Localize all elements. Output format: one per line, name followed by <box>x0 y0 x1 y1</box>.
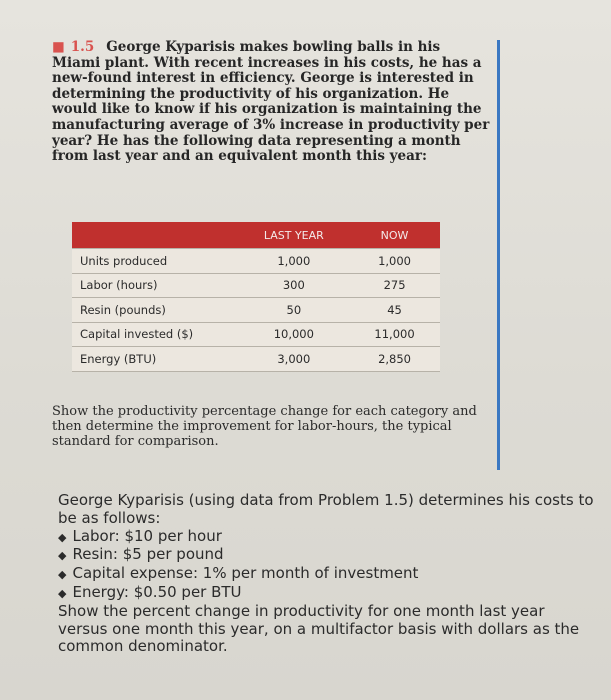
diamond-bullet-icon: ◆ <box>58 530 67 544</box>
table-row <box>72 298 440 323</box>
data-table <box>72 222 440 372</box>
row-label: Resin (pounds) <box>72 298 248 323</box>
diamond-bullet-icon: ◆ <box>58 549 67 563</box>
row-label: Labor (hours) <box>72 273 248 298</box>
problem-text: George Kyparisis makes bowling balls in his Miami plant. With recent increases in his costs, he has a new-found interest in efficiency. George is interested in determining the productivity of his organization. He would like to know if his organization is maintaining the manufacturing average of 3% increase in productivity per year? He has the following data representing a month from last year and an equivalent month this year: <box>52 39 490 165</box>
problem-number: 1.5 <box>70 39 95 55</box>
followup-problem <box>58 492 598 656</box>
cost-item <box>58 584 598 603</box>
row-last-year: 10,000 <box>248 322 339 347</box>
row-label: Energy (BTU) <box>72 347 248 372</box>
row-last-year: 3,000 <box>248 347 339 372</box>
table-row <box>72 347 440 372</box>
row-label: Units produced <box>72 249 248 274</box>
cost-item-text: Capital expense: 1% per month of investment <box>72 564 419 583</box>
row-now: 2,850 <box>349 347 440 372</box>
row-last-year: 50 <box>248 298 339 323</box>
table-row <box>72 273 440 298</box>
row-now: 275 <box>349 273 440 298</box>
table-row <box>72 249 440 274</box>
row-now: 1,000 <box>349 249 440 274</box>
row-last-year: 1,000 <box>248 249 339 274</box>
diamond-bullet-icon: ◆ <box>58 586 67 600</box>
followup-question: Show the percent change in productivity for one month last year versus one month this year, on a multifactor basis with dollars as the common denominator. <box>58 601 580 656</box>
cost-item-text: Labor: $10 per hour <box>72 526 222 545</box>
table-header-row <box>72 222 440 249</box>
problem-bullet-icon: ■ <box>52 39 65 55</box>
cost-item <box>58 546 598 565</box>
table-header-last-year: LAST YEAR <box>248 222 339 249</box>
cost-item <box>58 528 598 547</box>
table-header-now: NOW <box>349 222 440 249</box>
cost-item-text: Energy: $0.50 per BTU <box>72 582 242 601</box>
diamond-bullet-icon: ◆ <box>58 568 67 582</box>
table-header-blank <box>72 222 248 249</box>
cost-item-text: Resin: $5 per pound <box>72 545 224 564</box>
cost-item <box>58 565 598 584</box>
followup-intro: George Kyparisis (using data from Problem 1.5) determines his costs to be as follows: <box>58 491 594 527</box>
instruction-text: Show the productivity percentage change for each category and then determine the improvement for labor-hours, the typical standard for comparison. <box>52 404 477 449</box>
row-last-year: 300 <box>248 273 339 298</box>
margin-rule <box>497 40 500 470</box>
row-label: Capital invested ($) <box>72 322 248 347</box>
table-row <box>72 322 440 347</box>
row-now: 45 <box>349 298 440 323</box>
row-now: 11,000 <box>349 322 440 347</box>
problem-statement <box>52 40 492 165</box>
